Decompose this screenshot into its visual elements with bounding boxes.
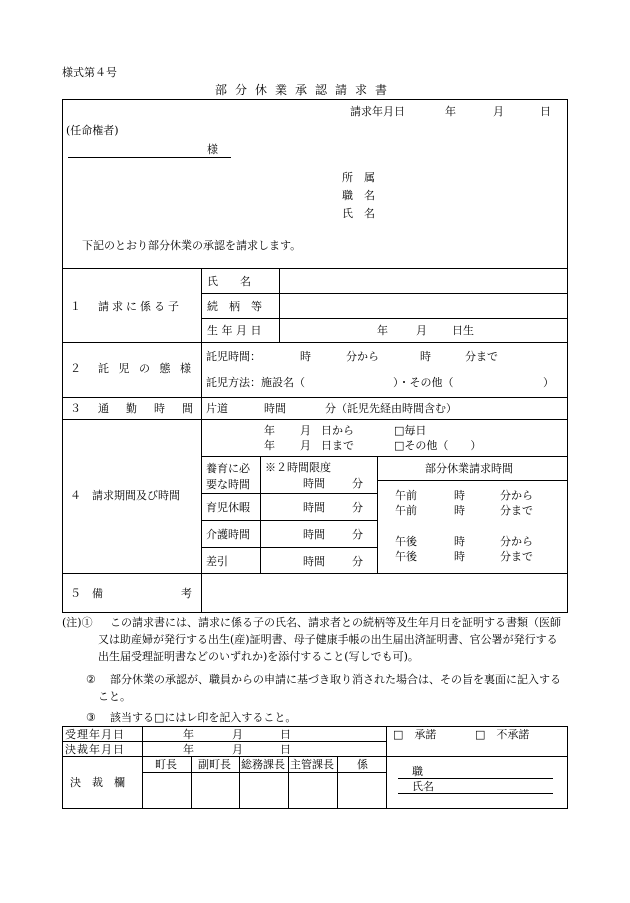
parental-leave-minutes: 分: [352, 501, 363, 514]
note3-text: 該当する□にはレ印を記入すること。: [110, 711, 297, 724]
decided-date-label: 決裁年月日: [65, 743, 125, 756]
decided-year: 年: [183, 743, 194, 756]
reject-checkbox[interactable]: □ 不承諾: [475, 728, 530, 741]
section4-col-b: [377, 456, 378, 573]
form-number: 様式第４号: [62, 66, 117, 79]
honorific-label: 様: [207, 143, 218, 156]
section4-sub-line: [201, 456, 568, 457]
approver-section: 係: [357, 758, 368, 771]
am-from-minutes: 分から: [500, 489, 533, 502]
limit-note: ※２時間限度: [265, 461, 331, 474]
birth-day-label: 日生: [452, 324, 474, 337]
appointer-underline: [68, 157, 231, 158]
commute-minutes: 分（託児先経由時間含む）: [325, 402, 457, 415]
birth-month-label: 月: [416, 324, 427, 337]
difference-hours: 時間: [303, 555, 325, 568]
approver-department-chief: 主管課長: [290, 758, 334, 771]
parental-leave-hours: 時間: [303, 501, 325, 514]
section5-label: ５ 備: [70, 587, 103, 600]
request-day-label: 日: [540, 105, 551, 118]
section5-label-end: 考: [181, 587, 192, 600]
am-to-hour: 時: [454, 504, 465, 517]
section3-top-line: [62, 397, 568, 398]
section4-row-line-1: [201, 493, 377, 494]
approver-col-3: [288, 756, 289, 809]
section4-row-line-2: [201, 520, 377, 521]
commute-oneway: 片道: [206, 402, 228, 415]
am-to-label: 午前: [395, 504, 417, 517]
approver-position-line: [398, 778, 553, 779]
approver-deputy-mayor: 副町長: [198, 758, 231, 771]
received-day: 日: [280, 728, 291, 741]
difference-label: 差引: [206, 555, 228, 568]
name-label: 氏 名: [342, 207, 375, 220]
care-time-label: 託児時間：: [206, 350, 261, 363]
approval-label-divider: [142, 726, 143, 809]
approver-name-line: [398, 793, 553, 794]
period-month-from: 月: [300, 424, 311, 437]
approver-col-4: [337, 756, 338, 809]
note2-marker: ②: [86, 673, 96, 686]
care-method-end: ）: [543, 376, 554, 389]
period-day-to: 日まで: [321, 439, 354, 452]
affiliation-label: 所 属: [342, 171, 375, 184]
daily-checkbox[interactable]: □毎日: [394, 424, 427, 437]
section4-label: ４ 請求期間及び時間: [70, 489, 180, 502]
birthdate-label: 生 年 月 日: [207, 324, 262, 337]
child-name-label: 氏 名: [207, 275, 251, 288]
pm-from-hour: 時: [454, 535, 465, 548]
section4-col-a: [260, 456, 261, 573]
approver-col-2: [239, 756, 240, 809]
birth-year-label: 年: [377, 324, 388, 337]
label-column-divider: [201, 268, 202, 613]
care-time-row-minutes: 分: [352, 528, 363, 541]
section4-row-line-3: [201, 547, 377, 548]
intro-text: 下記のとおり部分休業の承認を請求します。: [82, 239, 302, 252]
pm-from-label: 午後: [395, 535, 417, 548]
care-method-other: ）・その他（: [393, 376, 454, 389]
care-hour-to: 時: [420, 350, 431, 363]
care-time-row-hours: 時間: [303, 528, 325, 541]
position-label: 職 名: [342, 189, 375, 202]
approver-header-line: [142, 772, 386, 773]
received-year: 年: [183, 728, 194, 741]
period-month-to: 月: [300, 439, 311, 452]
approval-row-line-2: [62, 756, 568, 757]
page-title: 部分休業承認請求書: [215, 83, 396, 97]
pm-to-hour: 時: [454, 550, 465, 563]
care-minutes-to: 分まで: [465, 350, 498, 363]
request-header-line: [377, 480, 568, 481]
care-time-row-label: 介護時間: [206, 528, 250, 541]
section1-row-line-1: [201, 293, 568, 294]
note2-text: 部分休業の承認が、職員からの申請に基づき取り消された場合は、その旨を裏面に記入すること。: [98, 673, 561, 704]
approver-name-label: 氏名: [412, 780, 434, 793]
approver-general-affairs: 総務課長: [241, 758, 285, 771]
decided-day: 日: [280, 743, 291, 756]
section4-top-line: [62, 419, 568, 420]
section1-sub-divider: [279, 268, 280, 342]
section1-label: １ 請求に係る子: [70, 300, 182, 313]
commute-hours: 時間: [264, 402, 286, 415]
request-year-label: 年: [445, 105, 456, 118]
appointer-label: (任命権者): [66, 124, 119, 137]
care-minutes-from: 分から: [346, 350, 379, 363]
parental-leave-label: 育児休暇: [206, 501, 250, 514]
approval-right-divider: [386, 726, 387, 809]
care-method-label: 託児方法：施設名（: [206, 376, 305, 389]
period-day-from: 日から: [321, 424, 354, 437]
am-from-label: 午前: [395, 489, 417, 502]
section1-row-line-2: [201, 318, 568, 319]
relationship-label: 続 柄 等: [207, 300, 262, 313]
approver-position-label: 職: [412, 765, 423, 778]
section5-top-line: [62, 573, 568, 574]
request-month-label: 月: [493, 105, 504, 118]
am-to-minutes: 分まで: [500, 504, 533, 517]
pm-from-minutes: 分から: [500, 535, 533, 548]
am-from-hour: 時: [454, 489, 465, 502]
approver-col-1: [191, 756, 192, 809]
other-checkbox[interactable]: □その他（ ）: [394, 439, 482, 452]
period-year-from: 年: [264, 424, 275, 437]
received-date-label: 受理年月日: [65, 728, 125, 741]
approve-checkbox[interactable]: □ 承諾: [393, 728, 437, 741]
childcare-time-label: 養育に必要な時間: [206, 462, 250, 491]
section2-label: ２ 託 児 の 態 様: [70, 362, 194, 375]
pm-to-label: 午後: [395, 550, 417, 563]
request-date-label: 請求年月日: [350, 105, 405, 118]
section3-label: ３ 通 勤 時 間: [70, 402, 196, 415]
section2-top-line: [62, 342, 568, 343]
difference-minutes: 分: [352, 555, 363, 568]
decision-column-label: 決 裁 欄: [70, 776, 125, 789]
period-year-to: 年: [264, 439, 275, 452]
note3-marker: ③: [86, 711, 96, 724]
decided-month: 月: [232, 743, 243, 756]
received-month: 月: [232, 728, 243, 741]
approval-row-line-1: [62, 741, 386, 742]
childcare-hours: 時間: [303, 477, 325, 490]
care-hour-from: 時: [300, 350, 311, 363]
note1-marker: (注)①: [62, 616, 93, 629]
note1-text: この請求書には、請求に係る子の氏名、請求者との続柄等及生年月日を証明する書類（医師又は助産婦が発行する出生(産)証明書、母子健康手帳の出生届出済証明書、官公署が発行する出生届受理証明書などのいずれか)を添付すること(写しでも可)。: [98, 616, 561, 664]
pm-to-minutes: 分まで: [500, 550, 533, 563]
childcare-minutes: 分: [352, 477, 363, 490]
approver-mayor: 町長: [155, 758, 177, 771]
request-time-header: 部分休業請求時間: [425, 462, 513, 475]
